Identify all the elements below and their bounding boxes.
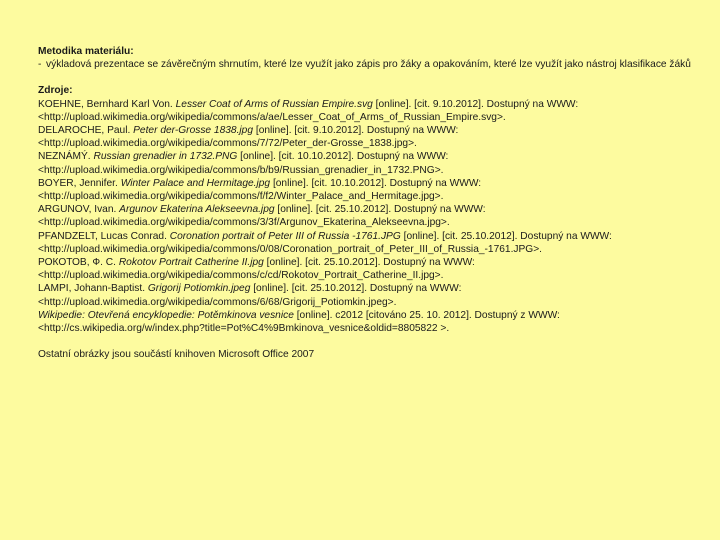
methodology-bullet [38, 58, 710, 71]
source-author: KOEHNE, Bernhard Karl Von. [38, 98, 173, 110]
source-author: NEZNÁMÝ. [38, 151, 91, 163]
source-citation [38, 150, 710, 163]
source-url: <http://upload.wikimedia.org/wikipedia/commons/a/ae/Lesser_Coat_of_Arms_of_Russian_Empire.svg>. [38, 111, 506, 123]
source-title: Rokotov Portrait Catherine II.jpg [118, 257, 264, 269]
source-author: ARGUNOV, Ivan. [38, 204, 117, 216]
source-url: <http://cs.wikipedia.org/w/index.php?title=Pot%C4%9Bmkinova_vesnice&oldid=8805822 >. [38, 323, 450, 335]
sources-list [38, 98, 710, 336]
source-citation [38, 203, 710, 216]
source-author: РОКОТОВ, Ф. С. [38, 257, 116, 269]
source-title: Peter der-Grosse 1838.jpg [133, 125, 254, 137]
source-citation-detail: [online]. [cit. 25.10.2012]. Dostupný na WWW: [403, 230, 612, 242]
methodology-heading: Metodika materiálu: [38, 46, 134, 57]
source-author: LAMPI, Johann-Baptist. [38, 283, 146, 295]
source-title: Argunov Ekaterina Alekseevna.jpg [119, 204, 275, 216]
source-title: Russian grenadier in 1732.PNG [93, 151, 238, 163]
source-citation [38, 124, 710, 137]
text-content [38, 45, 710, 361]
source-title: Lesser Coat of Arms of Russian Empire.svg [175, 98, 373, 110]
source-citation-detail: [online]. [cit. 25.10.2012]. Dostupný na WWW: [266, 257, 475, 269]
source-url: <http://upload.wikimedia.org/wikipedia/commons/3/3f/Argunov_Ekaterina_Alekseevna.jpg>. [38, 217, 450, 229]
source-url: <http://upload.wikimedia.org/wikipedia/commons/f/f2/Winter_Palace_and_Hermitage.jpg>. [38, 191, 444, 203]
source-citation [38, 282, 710, 295]
source-citation [38, 98, 710, 111]
spacer [38, 335, 710, 348]
source-url: <http://upload.wikimedia.org/wikipedia/commons/b/b9/Russian_grenadier_in_1732.PNG>. [38, 164, 444, 176]
source-url: <http://upload.wikimedia.org/wikipedia/commons/7/72/Peter_der-Grosse_1838.jpg>. [38, 138, 417, 150]
source-citation-detail: [online]. [cit. 10.10.2012]. Dostupný na WWW: [272, 177, 482, 189]
source-url: <http://upload.wikimedia.org/wikipedia/commons/6/68/Grigorij_Potiomkin.jpeg>. [38, 296, 397, 308]
source-url: <http://upload.wikimedia.org/wikipedia/commons/c/cd/Rokotov_Portrait_Catherine_II.jpg>. [38, 270, 444, 282]
source-citation [38, 256, 710, 269]
source-citation [38, 309, 710, 322]
source-url: <http://upload.wikimedia.org/wikipedia/commons/0/08/Coronation_portrait_of_Peter_III_of_Russia_-1761.JPG>. [38, 243, 543, 255]
methodology-bullet-text: výkladová prezentace se závěrečným shrnutím, které lze využít jako zápis pro žáky a opakováním, které lze využít jako nástroj klasifikace žáků [46, 59, 691, 71]
source-citation-detail: [online]. [cit. 9.10.2012]. Dostupný na WWW: [375, 98, 579, 110]
source-title: Winter Palace and Hermitage.jpg [120, 177, 271, 189]
bullet-mark: - [38, 59, 42, 71]
spacer [38, 71, 710, 84]
source-citation-detail: [online]. [cit. 25.10.2012]. Dostupný na WWW: [277, 204, 486, 216]
source-citation [38, 230, 710, 243]
source-title: Wikipedie: Otevřená encyklopedie: Potěmkinova vesnice [38, 309, 294, 321]
source-title: Grigorij Potiomkin.jpeg [147, 283, 251, 295]
footer-note: Ostatní obrázky jsou součástí knihoven Microsoft Office 2007 [38, 349, 315, 361]
source-citation-detail: [online]. [cit. 9.10.2012]. Dostupný na WWW: [255, 125, 459, 137]
source-citation-detail: [online]. [cit. 10.10.2012]. Dostupný na WWW: [240, 151, 449, 163]
source-citation-detail: [online]. c2012 [citováno 25. 10. 2012]. Dostupný z WWW: [296, 309, 560, 321]
source-citation [38, 177, 710, 190]
source-author: BOYER, Jennifer. [38, 177, 118, 189]
source-author: PFANDZELT, Lucas Conrad. [38, 230, 167, 242]
source-citation-detail: [online]. [cit. 25.10.2012]. Dostupný na WWW: [253, 283, 462, 295]
source-author: DELAROCHE, Paul. [38, 125, 131, 137]
source-title: Coronation portrait of Peter III of Russia -1761.JPG [169, 230, 401, 242]
sources-heading: Zdroje: [38, 85, 73, 97]
